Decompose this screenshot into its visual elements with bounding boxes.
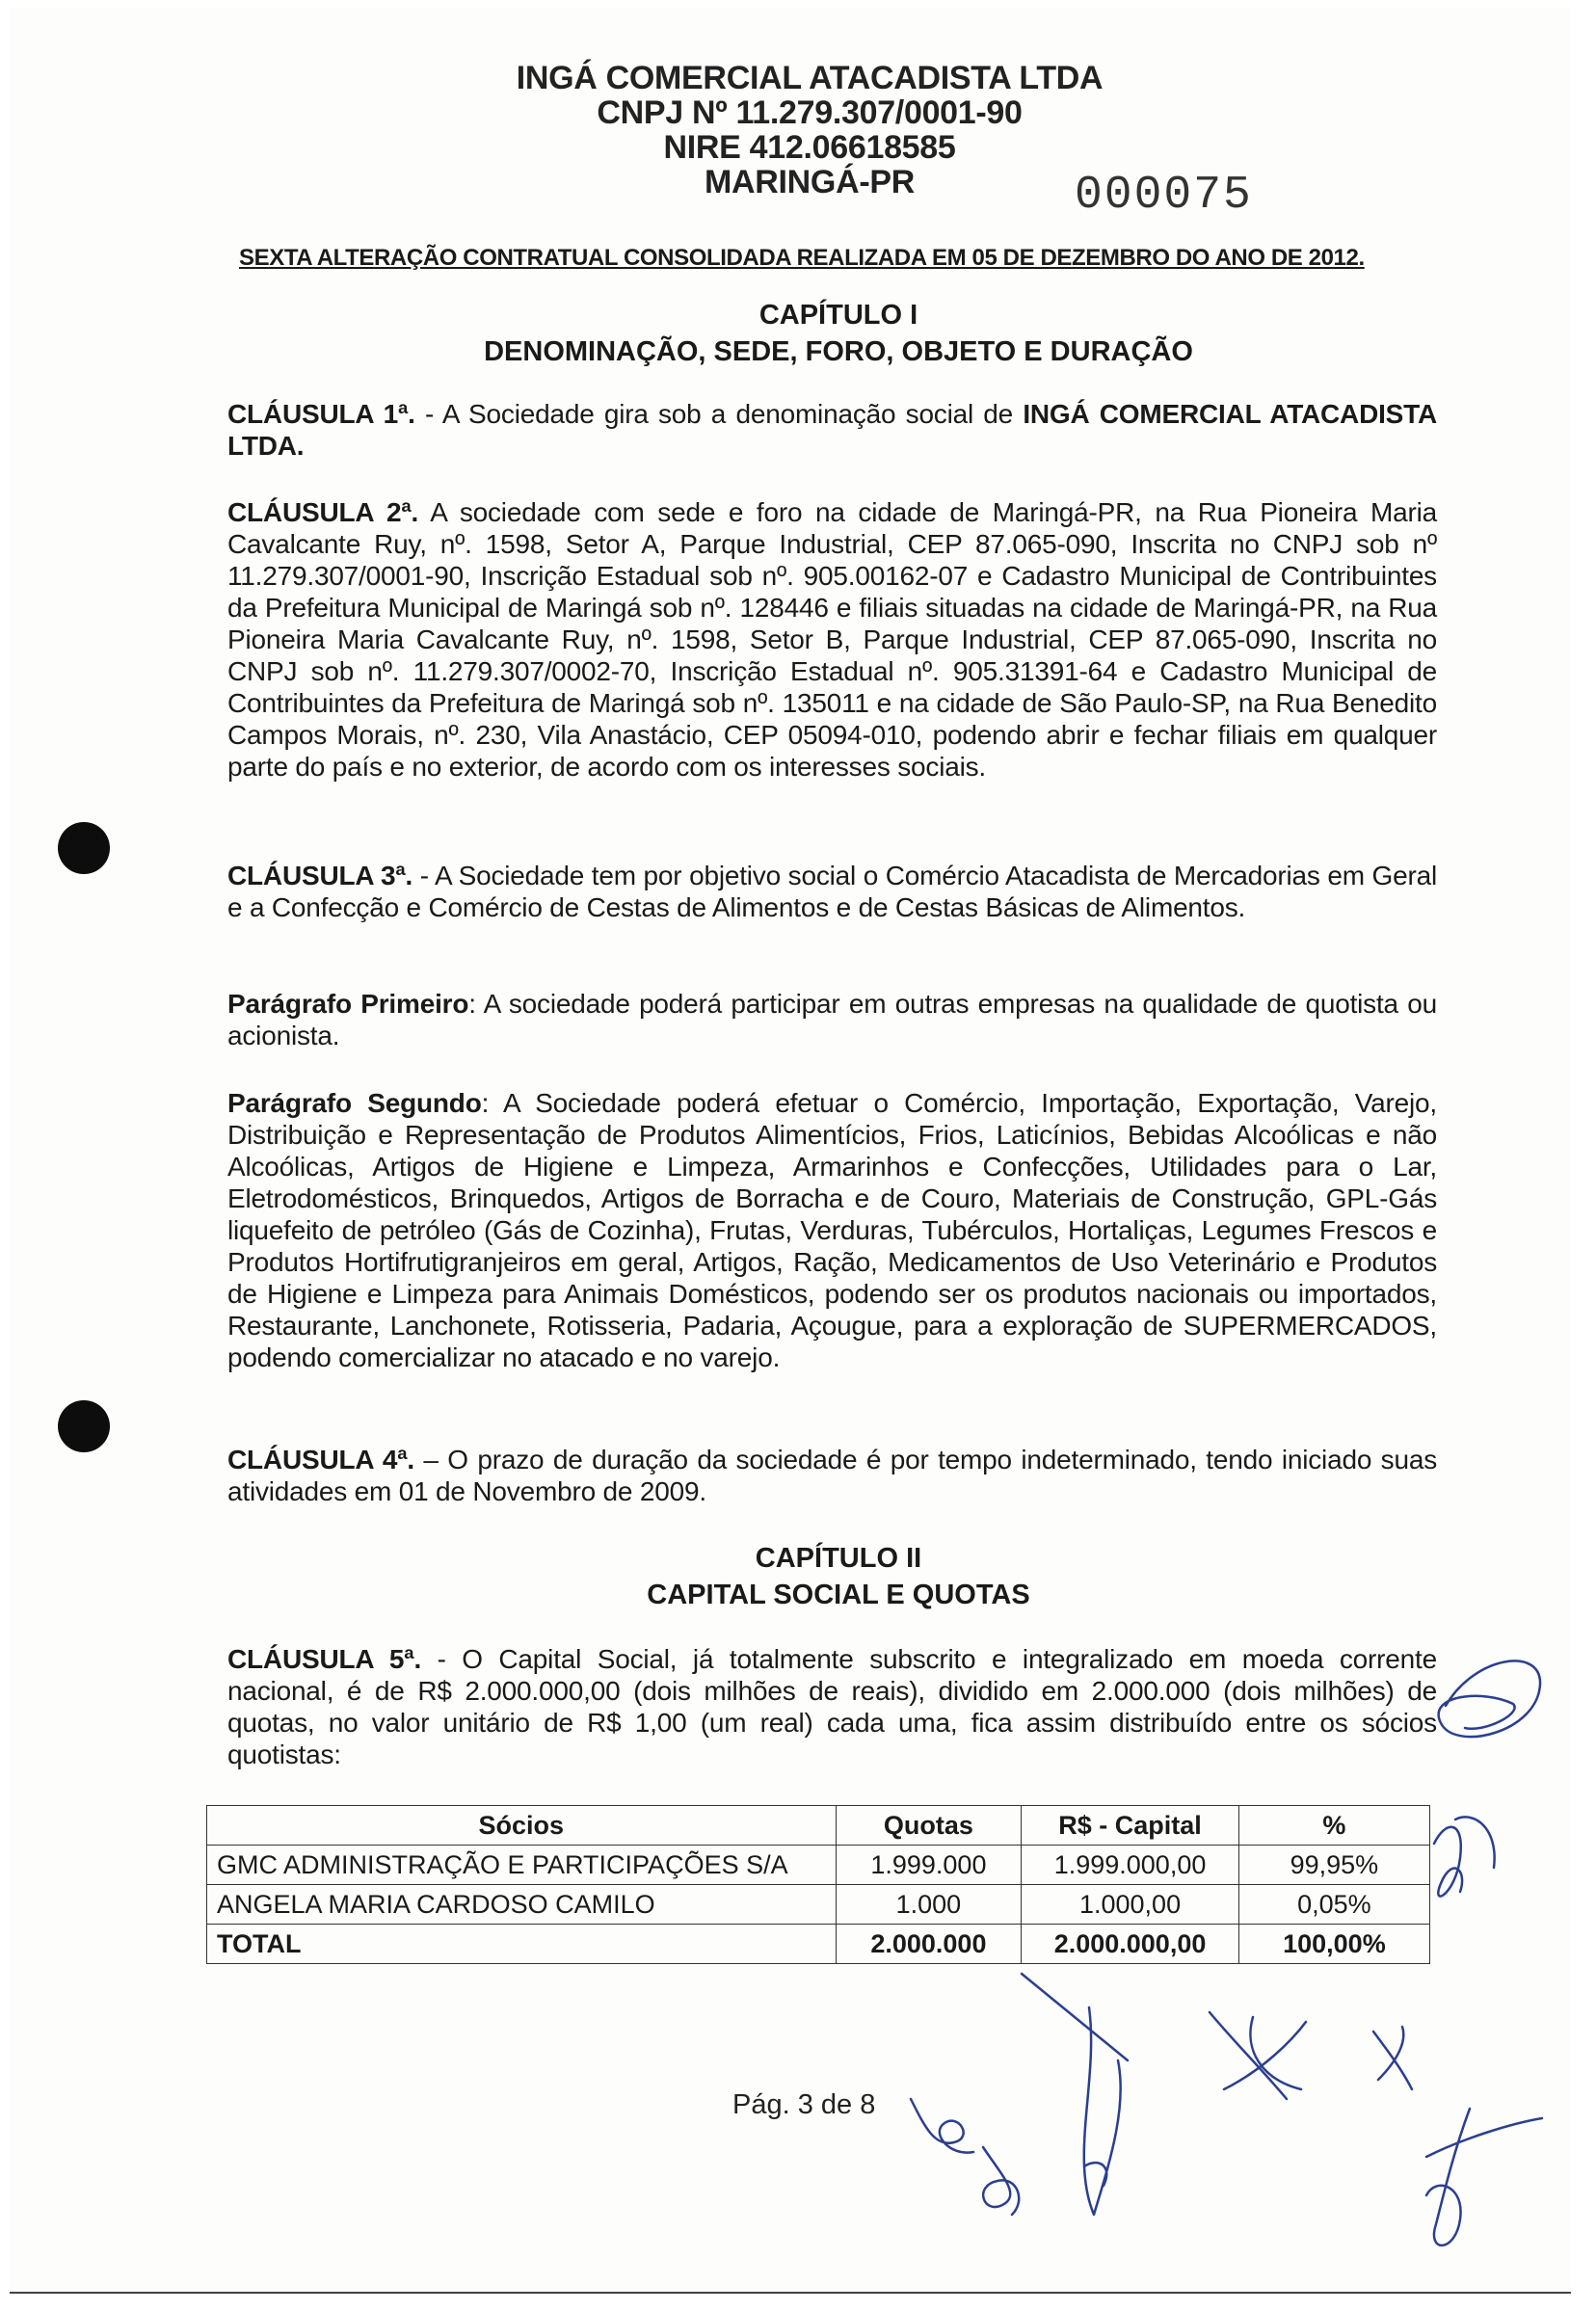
cell-percent: 99,95% [1238,1846,1429,1885]
signature-mark-3 [1022,1974,1128,2215]
clausula-4-text: – O prazo de duração da sociedade é por tempo indeterminado, tendo iniciado suas atividades em 01 de Novembro de 2009. [227,1445,1438,1506]
clausula-2 [227,496,1437,783]
paragrafo-segundo-label: Parágrafo Segundo [227,1088,482,1118]
table-row [207,1885,1430,1925]
cell-quotas: 1.999.000 [836,1846,1022,1885]
cell-capital: 1.000,00 [1022,1885,1239,1925]
document-subtitle: SEXTA ALTERAÇÃO CONTRATUAL CONSOLIDADA REALIZADA EM 05 DE DEZEMBRO DO ANO DE 2012. [239,245,1365,271]
document-page [10,8,1571,2294]
cell-capital: 1.999.000,00 [1022,1846,1239,1885]
chapter-2-title: CAPÍTULO II [755,1543,922,1574]
cell-percent: 0,05% [1238,1885,1429,1925]
signature-mark-1 [911,2099,973,2153]
company-denomination: INGÁ COMERCIAL ATACADISTA LTDA. [227,399,1437,461]
table-header-row [207,1806,1430,1846]
header-quotas: Quotas [836,1806,1022,1846]
clausula-5 [227,1643,1437,1770]
initials-signature-1 [1439,1660,1540,1737]
cell-quotas: 1.000 [836,1885,1022,1925]
total-capital: 2.000.000,00 [1022,1925,1239,1964]
chapter-1-subtitle: DENOMINAÇÃO, SEDE, FORO, OBJETO E DURAÇÃO [484,336,1193,367]
clausula-1 [227,398,1437,462]
table-row [207,1846,1430,1885]
total-percent: 100,00% [1238,1925,1429,1964]
clausula-3-label: CLÁUSULA 3ª. [227,861,413,890]
company-nire: NIRE 412.06618585 [663,129,956,166]
paragrafo-primeiro [227,988,1437,1051]
company-city: MARINGÁ-PR [705,164,915,200]
chapter-2-subtitle: CAPITAL SOCIAL E QUOTAS [647,1580,1030,1610]
clausula-4 [227,1444,1437,1507]
clausula-3-text: - A Sociedade tem por objetivo social o Comércio Atacadista de Mercadorias em Geral e a Confecção e Comércio de Cestas de Alimentos e de Cestas Básicas de Alimentos. [227,861,1437,922]
signature-mark-4 [1210,2012,1306,2099]
cell-socio: GMC ADMINISTRAÇÃO E PARTICIPAÇÕES S/A [207,1846,837,1885]
page-number: Pág. 3 de 8 [732,2089,876,2120]
company-header [511,61,1108,199]
header-percent: % [1238,1806,1429,1846]
clausula-4-label: CLÁUSULA 4ª. [227,1445,414,1474]
signature-mark-6 [1426,2109,1542,2245]
chapter-1-title: CAPÍTULO I [758,300,918,331]
table-total-row [207,1925,1430,1964]
clausula-5-text: - O Capital Social, já totalmente subscrito e integralizado em moeda corrente nacional, é de R$ 2.000.000,00 (dois milhões de reais), dividido em 2.000.000 (dois milhões) de quotas, no valor unitário de R$ 1,00 (um real) cada uma, fica assim distribuído entre os sócios quotistas: [227,1644,1438,1769]
company-name: INGÁ COMERCIAL ATACADISTA LTDA [516,60,1104,96]
initials-signature-2 [1434,1817,1495,1896]
chapter-1-heading [357,297,1320,370]
cell-socio: ANGELA MARIA CARDOSO CAMILO [207,1885,837,1925]
punch-hole-top [58,822,110,874]
capital-table [206,1805,1430,1964]
paragrafo-primeiro-text: : A sociedade poderá participar em outras empresas na qualidade de quotista ou acionista. [227,989,1437,1050]
chapter-2-heading [357,1540,1320,1613]
paragrafo-primeiro-label: Parágrafo Primeiro [227,989,469,1019]
clausula-2-label: CLÁUSULA 2ª. [227,497,419,527]
total-label: TOTAL [207,1925,837,1964]
clausula-1-label: CLÁUSULA 1ª. [227,399,415,429]
company-cnpj: CNPJ Nº 11.279.307/0001-90 [597,94,1023,131]
paragrafo-segundo-text: : A Sociedade poderá efetuar o Comércio, Importação, Exportação, Varejo, Distribuição e Representação de Produtos Alimentícios, Frios, Laticínios, Bebidas Alcoólicas e não Alcoólicas, Artigos de Higiene e Limpeza, Armarinhos e Confecções, Utilidades para o Lar, Eletrodomésticos, Brinquedos, Artigos de Borracha e de Couro, Materiais de Construção, GPL-Gás liquefeito de petróleo (Gás de Cozinha), Frutas, Verduras, Tubérculos, Hortaliças, Legumes Frescos e Produtos Hortifrutigranjeiros em geral, Artigos, Ração, Medicamentos de Uso Veterinário e Produtos de Higiene e Limpeza para Animais Domésticos, podendo ser os produtos nacionais ou importados, Restaurante, Lanchonete, Rotisseria, Padaria, Açougue, para a exploração de SUPERMERCADOS, podendo comercializar no atacado e no varejo. [227,1088,1437,1372]
total-quotas: 2.000.000 [836,1925,1022,1964]
clausula-2-text: A sociedade com sede e foro na cidade de Maringá-PR, na Rua Pioneira Maria Cavalcante Ruy, nº. 1598, Setor A, Parque Industrial, CEP 87.065-090, Inscrita no CNPJ sob nº 11.279.307/0001-90, Inscrição Estadual sob nº. 905.00162-07 e Cadastro Municipal de Contribuintes da Prefeitura Municipal de Maringá sob nº. 128446 e filiais situadas na cidade de Maringá-PR, na Rua Pioneira Maria Cavalcante Ruy, nº. 1598, Setor B, Parque Industrial, CEP 87.065-090, Inscrita no CNPJ sob nº. 11.279.307/0002-70, Inscrição Estadual nº. 905.31391-64 e Cadastro Municipal de Contribuintes da Prefeitura de Maringá sob nº. 135011 e na cidade de São Paulo-SP, na Rua Benedito Campos Morais, nº. 230, Vila Anastácio, CEP 05094-010, podendo abrir e fechar filiais em qualquer parte do país e no exterior, de acordo com os interesses sociais. [227,497,1437,782]
signature-mark-2 [983,2147,1019,2215]
paragrafo-segundo [227,1087,1437,1373]
header-socios: Sócios [207,1806,837,1846]
clausula-3 [227,860,1437,923]
clausula-1-text: - A Sociedade gira sob a denominação social de [414,399,1024,429]
page-stamp-number: 000075 [1075,170,1253,222]
header-capital: R$ - Capital [1022,1806,1239,1846]
signature-mark-5 [1373,2027,1412,2089]
clausula-5-label: CLÁUSULA 5ª. [227,1644,422,1674]
punch-hole-bottom [58,1400,110,1452]
